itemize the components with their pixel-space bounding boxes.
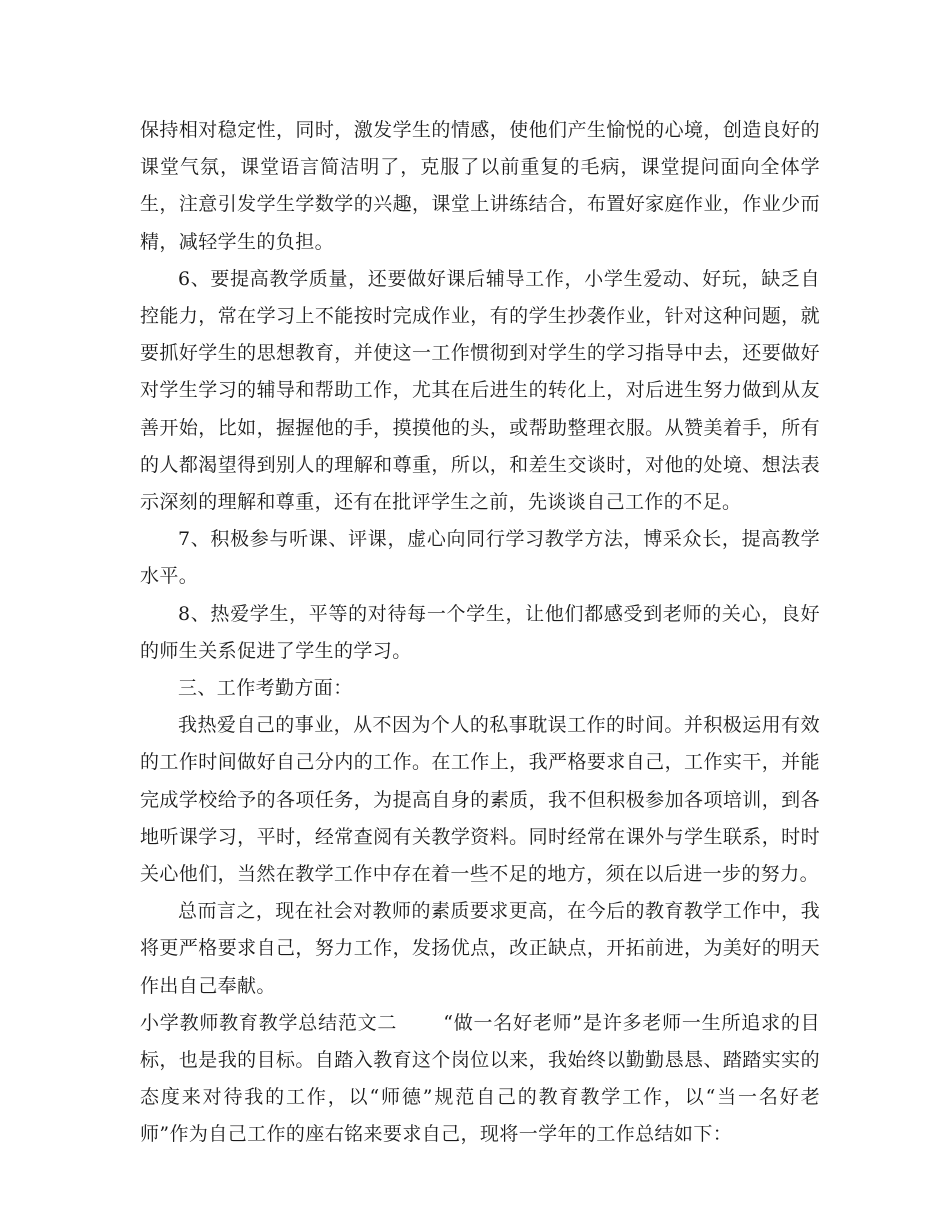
paragraph-item-6: 6、要提高教学质量，还要做好课后辅导工作，小学生爱动、好玩，缺乏自控能力，常在学习上不能按时完成作业，有的学生抄袭作业，针对这种问题，就要抓好学生的思想教育，并使这一工作惯彻到对学生的学习指导中去，还要做好对学生学习的辅导和帮助工作，尤其在后进生的转化上，对后进生努力做到从友善开始，比如，握握他的手，摸摸他的头，或帮助整理衣服。从赞美着手，所有的人都渴望得到别人的理解和尊重，所以，和差生交谈时，对他的处境、想法表示深刻的理解和尊重，还有在批评学生之前，先谈谈自己工作的不足。	[140, 267, 820, 514]
document-body	[140, 112, 820, 1154]
paragraph-continuation: 保持相对稳定性，同时，激发学生的情感，使他们产生愉悦的心境，创造良好的课堂气氛，课堂语言简洁明了，克服了以前重复的毛病，课堂提问面向全体学生，注意引发学生学数学的兴趣，课堂上讲练结合，布置好家庭作业，作业少而精，减轻学生的负担。	[140, 119, 820, 253]
paragraph-item-8: 8、热爱学生，平等的对待每一个学生，让他们都感受到老师的关心，良好的师生关系促进了学生的学习。	[140, 602, 820, 662]
paragraph-item-7: 7、积极参与听课、评课，虚心向同行学习教学方法，博采众长，提高教学水平。	[140, 528, 820, 588]
section2-text: “做一名好老师”是许多老师一生所追求的目标，也是我的目标。自踏入教育这个岗位以来，我始终以勤勤恳恳、踏踏实实的态度来对待我的工作，以“师德”规范自己的教育教学工作，以“当一名好老师”作为自己工作的座右铭来要求自己，现将一学年的工作总结如下：	[140, 1011, 821, 1146]
paragraph-attendance: 我热爱自己的事业，从不因为个人的私事耽误工作的时间。并积极运用有效的工作时间做好自己分内的工作。在工作上，我严格要求自己，工作实干，并能完成学校给予的各项任务，为提高自身的素质，我不但积极参加各项培训，到各地听课学习，平时，经常查阅有关教学资料。同时经常在课外与学生联系，时时关心他们，当然在教学工作中存在着一些不足的地方，须在以后进一步的努力。	[140, 714, 820, 886]
paragraph-section2	[140, 1005, 820, 1154]
paragraph-summary: 总而言之，现在社会对教师的素质要求更高，在今后的教育教学工作中，我将更严格要求自己，努力工作，发扬优点，改正缺点，开拓前进，为美好的明天作出自己奉献。	[140, 900, 820, 997]
section2-title: 小学教师教育教学总结范文二	[140, 1011, 398, 1034]
section-heading-attendance: 三、工作考勤方面：	[178, 677, 353, 700]
